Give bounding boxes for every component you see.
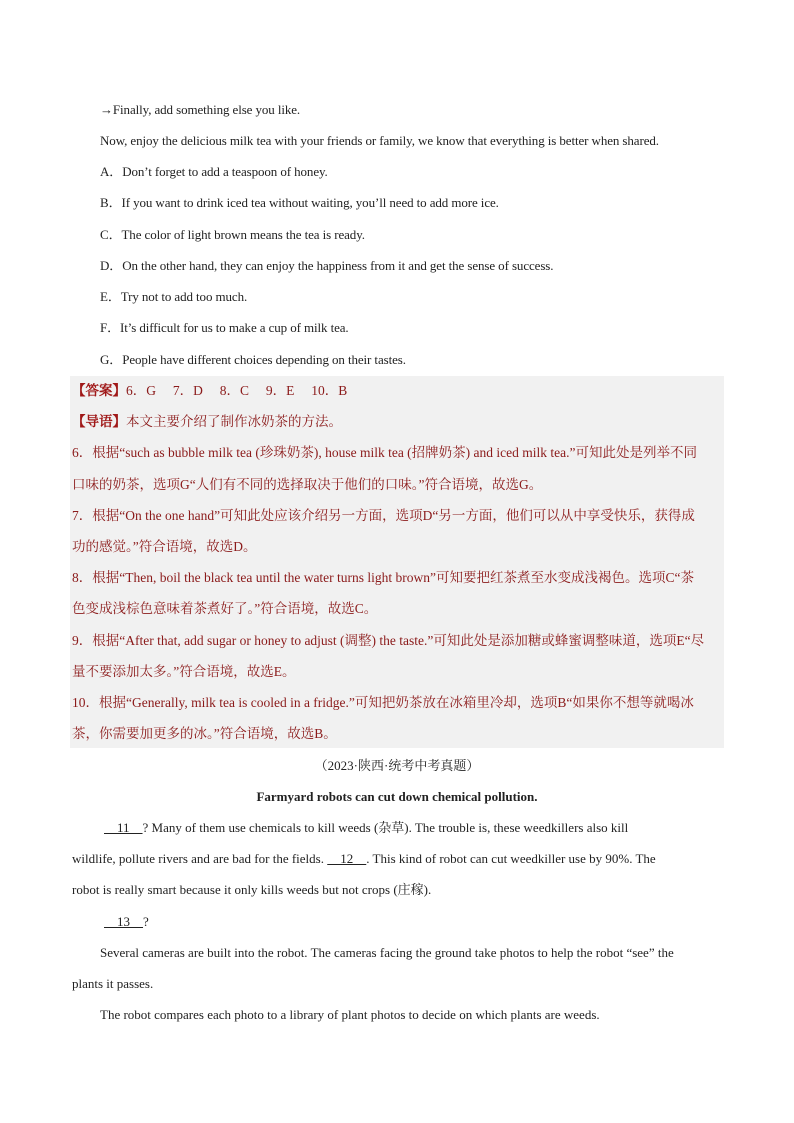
paragraph-1-line-3: robot is really smart because it only kills weeds but not crops (庄稼). [72, 882, 432, 897]
passage-finally: →Finally, add something else you like. [100, 102, 301, 117]
explanation-line: 6．根据“such as bubble milk tea (珍珠奶茶), house milk tea (招牌奶茶) and iced milk tea.”可知此处是列举不同 [72, 445, 698, 460]
source-label: （2023·陕西·统考中考真题） [314, 758, 480, 773]
answer-line [72, 382, 347, 400]
paragraph-text: . This kind of robot can cut weedkiller use by 90%. The [366, 851, 656, 866]
option-g: G．People have different choices depending on their tastes. [100, 352, 406, 367]
paragraph-text: wildlife, pollute rivers and are bad for the fields. [72, 851, 328, 866]
option-f: F．It’s difficult for us to make a cup of milk tea. [100, 320, 349, 335]
guide-tag: 【导语】 [72, 414, 126, 429]
answer-box [70, 376, 724, 748]
guide-line [72, 413, 342, 431]
paragraph-text: ? Many of them use chemicals to kill weeds (杂草). The trouble is, these weedkillers also kill [142, 820, 629, 835]
guide-text: 本文主要介绍了制作冰奶茶的方法。 [126, 414, 342, 429]
explanation-line: 色变成浅棕色意味着茶煮好了。”符合语境，故选C。 [72, 601, 378, 616]
explanation-line: 量不要添加太多。”符合语境，故选E。 [72, 664, 296, 679]
paragraph-1-line-1 [104, 819, 628, 837]
paragraph-2-line-1: Several cameras are built into the robot. The cameras facing the ground take photos to help the robot “see” the [100, 945, 674, 960]
question-mark: ? [143, 914, 149, 929]
answer-text: 6．G 7．D 8．C 9．E 10．B [126, 383, 348, 398]
explanation-line: 9．根据“After that, add sugar or honey to adjust (调整) the taste.”可知此处是添加糖或蜂蜜调整味道，选项E“尽 [72, 633, 705, 648]
blank-13[interactable]: 13 [104, 914, 144, 929]
answer-tag: 【答案】 [72, 383, 126, 398]
option-b: B．If you want to drink iced tea without waiting, you’ll need to add more ice. [100, 195, 499, 210]
explanation-line: 功的感觉。”符合语境，故选D。 [72, 539, 257, 554]
question-13-line [104, 913, 149, 931]
explanation-line: 口味的奶茶，选项G“人们有不同的选择取决于他们的口味。”符合语境，故选G。 [72, 477, 543, 492]
paragraph-2-line-2: plants it passes. [72, 976, 154, 991]
blank-11[interactable]: 11 [104, 820, 143, 835]
option-e: E．Try not to add too much. [100, 289, 248, 304]
paragraph-1-line-2 [72, 850, 656, 868]
blank-12[interactable]: 12 [327, 851, 367, 866]
explanation-line: 7．根据“On the one hand”可知此处应该介绍另一方面，选项D“另一方面，他们可以从中享受快乐，获得成 [72, 508, 695, 523]
option-d: D．On the other hand, they can enjoy the happiness from it and get the sense of success. [100, 258, 554, 273]
passage-enjoy: Now, enjoy the delicious milk tea with your friends or family, we know that everything is better when shared. [100, 133, 659, 148]
passage-title: Farmyard robots can cut down chemical pollution. [256, 789, 538, 804]
paragraph-3: The robot compares each photo to a library of plant photos to decide on which plants are weeds. [100, 1007, 600, 1022]
option-c: C．The color of light brown means the tea is ready. [100, 227, 365, 242]
option-a: A．Don’t forget to add a teaspoon of honey. [100, 164, 328, 179]
explanation-line: 茶，你需要加更多的冰。”符合语境，故选B。 [72, 726, 337, 741]
explanation-line: 10．根据“Generally, milk tea is cooled in a fridge.”可知把奶茶放在冰箱里冷却，选项B“如果你不想等就喝冰 [72, 695, 694, 710]
explanation-line: 8．根据“Then, boil the black tea until the water turns light brown”可知要把红茶煮至水变成浅褐色。选项C“茶 [72, 570, 695, 585]
